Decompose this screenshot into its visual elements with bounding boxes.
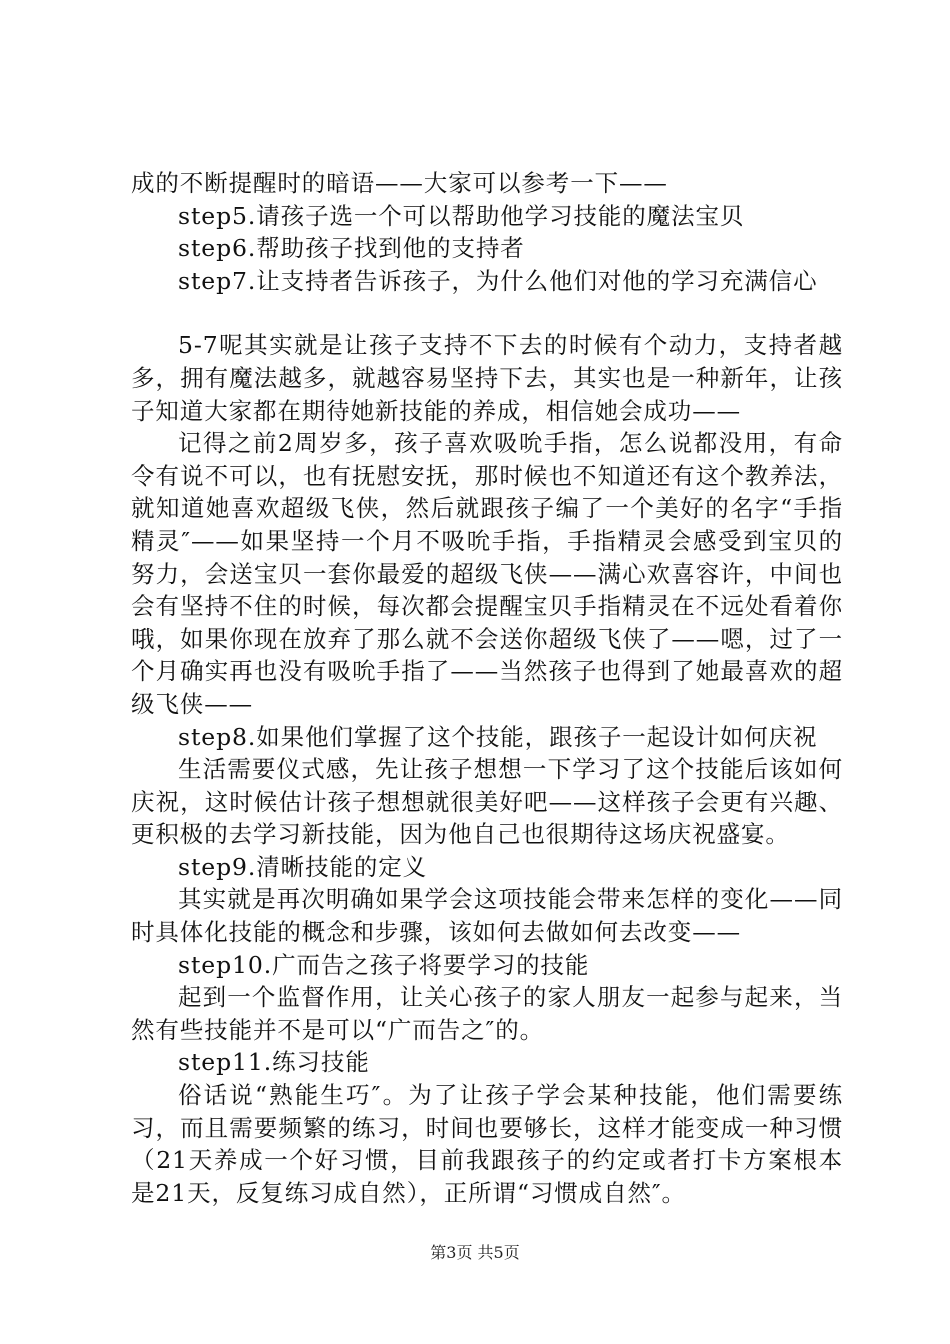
- paragraph-step10: step10.广而告之孩子将要学习的技能: [178, 950, 590, 979]
- paragraph-step9-detail: 其实就是再次明确如果学会这项技能会带来怎样的变化——同时具体化技能的概念和步骤，该如何去做如何去改变——: [131, 885, 843, 947]
- paragraph-step10-detail: 起到一个监督作用，让关心孩子的家人朋友一起参与起来，当然有些技能并不是可以“广而告之″的。: [131, 983, 843, 1044]
- paragraph-step11-detail: 俗话说“熟能生巧″。为了让孩子学会某种技能，他们需要练习，而且需要频繁的练习，时间也要够长，这样才能变成一种习惯（21天养成一个好习惯，目前我跟孩子的约定或者打卡方案根本是21天，反复练习成自然），正所谓“习惯成自然″。: [131, 1081, 843, 1207]
- paragraph-step7: step7.让支持者告诉孩子，为什么他们对他的学习充满信心: [178, 266, 818, 295]
- paragraph-step8-detail: 生活需要仪式感，先让孩子想想一下学习了这个技能后该如何庆祝，这时候估计孩子想想就很美好吧——这样孩子会更有兴趣、更积极的去学习新技能，因为他自己也很期待这场庆祝盛宴。: [131, 755, 843, 849]
- paragraph-continuation: 成的不断提醒时的暗语——大家可以参考一下——: [131, 169, 668, 197]
- document-body: [131, 167, 843, 1209]
- paragraph-step6: step6.帮助孩子找到他的支持者: [178, 234, 525, 263]
- paragraph-step8: step8.如果他们掌握了这个技能，跟孩子一起设计如何庆祝: [178, 722, 818, 751]
- paragraph-anecdote: 记得之前2周岁多，孩子喜欢吸吮手指，怎么说都没用，有命令有说不可以，也有抚慰安抚，那时候也不知道还有这个教养法，就知道她喜欢超级飞侠，然后就跟孩子编了一个美好的名字“手指精灵″——如果坚持一个月不吸吮手指，手指精灵会感受到宝贝的努力，会送宝贝一套你最爱的超级飞侠——满心欢喜容许，中间也会有坚持不住的时候，每次都会提醒宝贝手指精灵在不远处看着你哦，如果你现在放弃了那么就不会送你超级飞侠了——嗯，过了一个月确实再也没有吸吮手指了——当然孩子也得到了她最喜欢的超级飞侠——: [131, 429, 843, 718]
- paragraph-step11: step11.练习技能: [178, 1048, 370, 1077]
- paragraph-gap: [131, 297, 843, 329]
- paragraph-step9: step9.清晰技能的定义: [178, 852, 428, 881]
- paragraph-step5: step5.请孩子选一个可以帮助他学习技能的魔法宝贝: [178, 201, 745, 230]
- paragraph-explanation: 5-7呢其实就是让孩子支持不下去的时候有个动力，支持者越多，拥有魔法越多，就越容易坚持下去，其实也是一种新年，让孩子知道大家都在期待她新技能的养成，相信她会成功——: [131, 331, 843, 425]
- page-number-footer: 第3页 共5页: [430, 1243, 520, 1262]
